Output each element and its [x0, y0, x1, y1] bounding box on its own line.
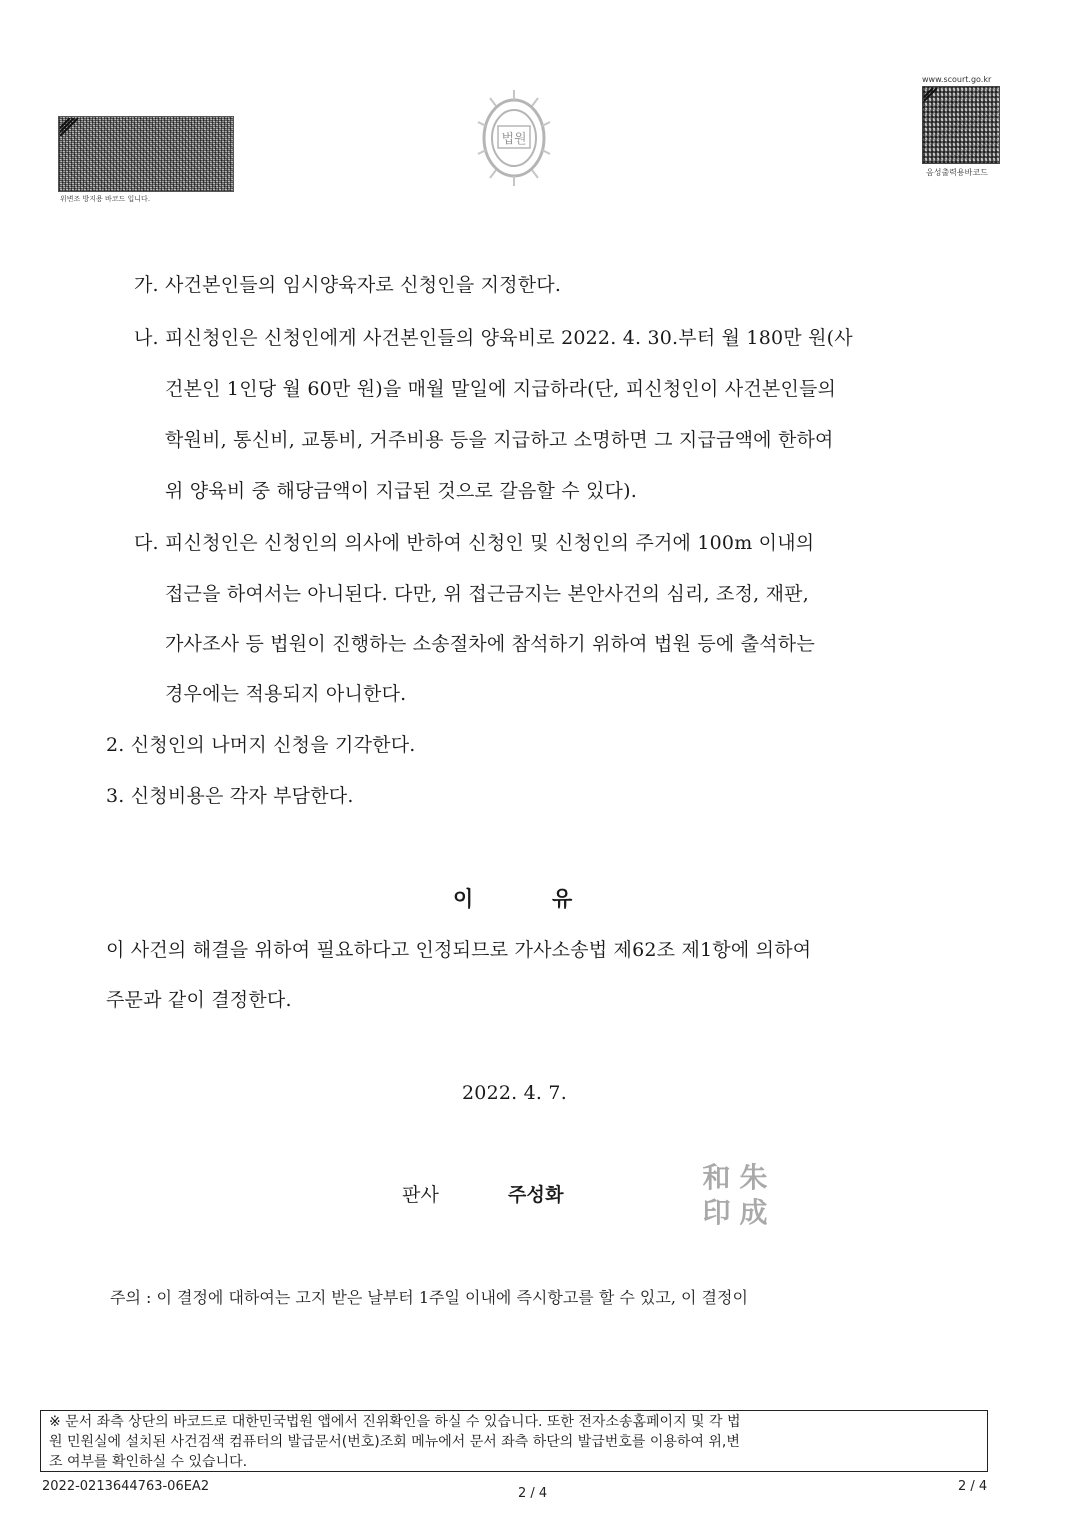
verification-notice-box — [40, 1410, 988, 1472]
barcode-corner-mark-icon — [60, 118, 78, 136]
judge-title: 판사 — [402, 1184, 440, 1206]
site-url: www.scourt.go.kr — [922, 75, 992, 84]
order-item-da-line-4: 경우에는 적용되지 아니한다. — [165, 683, 407, 705]
notice-line-1: ※ 문서 좌측 상단의 바코드로 대한민국법원 앱에서 진위확인을 하실 수 있습니다. 또한 전자소송홈페이지 및 각 법 — [49, 1414, 741, 1430]
seal-char: 和 — [702, 1161, 731, 1194]
seal-char: 印 — [702, 1196, 731, 1229]
reason-heading-left: 이 — [453, 886, 474, 911]
order-item-2: 2. 신청인의 나머지 신청을 기각한다. — [106, 734, 416, 756]
reason-line-2: 주문과 같이 결정한다. — [106, 989, 292, 1011]
order-item-na-line-4: 위 양육비 중 해당금액이 지급된 것으로 갈음할 수 있다). — [165, 480, 637, 502]
issue-number: 2022-0213644763-06EA2 — [42, 1479, 210, 1494]
page-number-center: 2 / 4 — [518, 1486, 548, 1501]
order-item-da-line-3: 가사조사 등 법원이 진행하는 소송절차에 참석하기 위하여 법원 등에 출석하는 — [165, 633, 815, 655]
seal-char: 朱 — [739, 1161, 768, 1194]
seal-label: 법원 — [501, 132, 527, 147]
order-item-3: 3. 신청비용은 각자 부담한다. — [106, 785, 354, 807]
judge-name: 주성화 — [508, 1184, 564, 1206]
order-item-na-line-2: 건본인 1인당 월 60만 원)을 매월 말일에 지급하라(단, 피신청인이 사건본인들의 — [165, 378, 837, 400]
barcode-caption: 위변조 방지용 바코드 입니다. — [60, 195, 151, 203]
page-number-right: 2 / 4 — [958, 1479, 988, 1494]
judge-seal — [698, 1162, 772, 1232]
qr-caption: 음성출력용바코드 — [926, 168, 988, 177]
decision-date: 2022. 4. 7. — [462, 1082, 567, 1104]
caution-text: 주의 : 이 결정에 대하여는 고지 받은 날부터 1주일 이내에 즉시항고를 할 수 있고, 이 결정이 — [110, 1288, 748, 1307]
reason-heading-right: 유 — [552, 886, 573, 911]
order-item-da-line-2: 접근을 하여서는 아니된다. 다만, 위 접근금지는 본안사건의 심리, 조정, 재판, — [165, 583, 809, 605]
notice-line-3: 조 여부를 확인하실 수 있습니다. — [49, 1454, 248, 1470]
qr-corner-mark-icon — [924, 88, 940, 104]
order-item-da-line-1: 다. 피신청인은 신청인의 의사에 반하여 신청인 및 신청인의 주거에 100m 이내의 — [134, 532, 815, 554]
seal-char: 成 — [739, 1196, 768, 1229]
order-item-na-line-3: 학원비, 통신비, 교통비, 거주비용 등을 지급하고 소명하면 그 지급금액에 한하여 — [165, 429, 834, 451]
order-item-na-line-1: 나. 피신청인은 신청인에게 사건본인들의 양육비로 2022. 4. 30.부터 월 180만 원(사 — [134, 327, 853, 349]
anti-forgery-barcode — [58, 116, 234, 192]
reason-line-1: 이 사건의 해결을 위하여 필요하다고 인정되므로 가사소송법 제62조 제1항에 의하여 — [106, 939, 812, 961]
notice-line-2: 원 민원실에 설치된 사건검색 컴퓨터의 발급문서(번호)조회 메뉴에서 문서 좌측 하단의 발급번호를 이용하여 위,변 — [49, 1434, 740, 1450]
order-item-ga: 가. 사건본인들의 임시양육자로 신청인을 지정한다. — [134, 274, 562, 296]
